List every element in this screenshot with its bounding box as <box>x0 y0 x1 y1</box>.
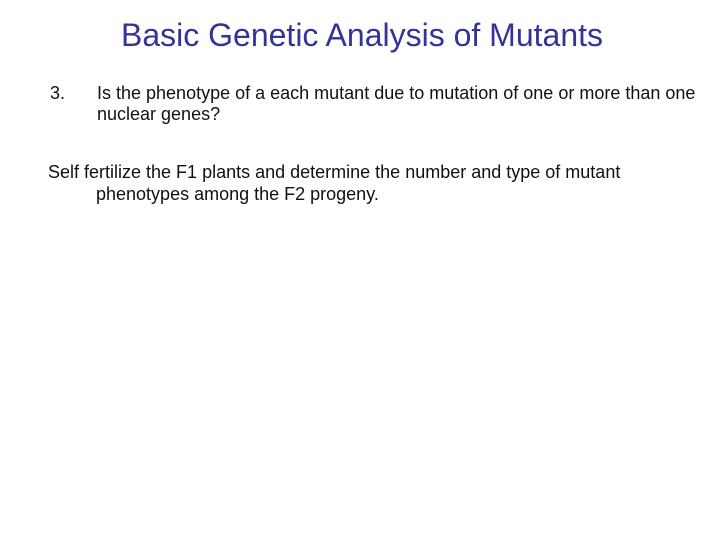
body-paragraph <box>49 161 713 205</box>
item-text: Is the phenotype of a each mutant due to mutation of one or more than one nuclear genes? <box>97 83 696 124</box>
slide-title: Basic Genetic Analysis of Mutants <box>121 17 603 53</box>
paragraph-line-2: phenotypes among the F2 progeny. <box>96 184 379 204</box>
paragraph-line-1: Self fertilize the F1 plants and determine the number and type of mutant <box>48 162 621 182</box>
item-number: 3. <box>50 83 66 103</box>
